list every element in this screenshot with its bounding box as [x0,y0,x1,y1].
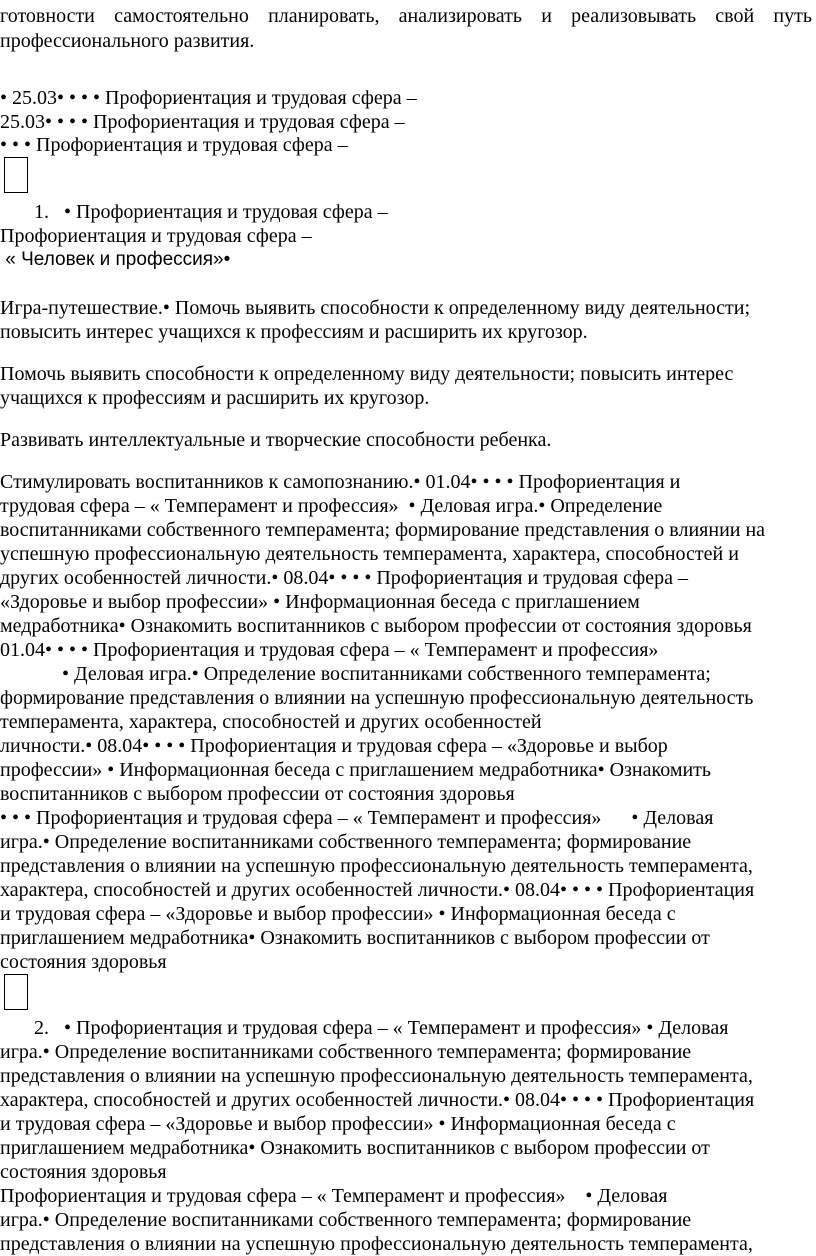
text-line: Помочь выявить способности к определенному виду деятельности; повысить интерес [0,363,734,385]
text-line: готовности самостоятельно планировать, анализировать и реализовывать свой путь [0,5,812,27]
text-line: состояния здоровья [0,951,167,973]
checkbox-1[interactable] [4,157,28,193]
text-line: • • • Профориентация и трудовая сфера – [0,134,348,156]
list-item-1: 1. • Профориентация и трудовая сфера – [34,201,388,223]
text-line: Развивать интеллектуальные и творческие способности ребенка. [0,429,552,451]
text-line: профессии» • Информационная беседа с приглашением медработника• Ознакомить [0,759,712,781]
text-line: трудовая сфера – « Темперамент и профессия» • Деловая игра.• Определение [0,495,663,517]
text-line: представления о влиянии на успешную профессиональную деятельность темперамента, [0,855,753,877]
text-line: 25.03• • • • Профориентация и трудовая сфера – [0,111,405,133]
text-line: игра.• Определение воспитанниками собственного темперамента; формирование [0,1209,692,1231]
text-line: Стимулировать воспитанников к самопознанию.• 01.04• • • • Профориентация и [0,471,681,493]
text-line: Профориентация и трудовая сфера – « Темперамент и профессия» • Деловая [0,1185,668,1207]
text-line: состояния здоровья [0,1161,167,1183]
text-line: Игра-путешествие.• Помочь выявить способности к определенному виду деятельности; [0,297,751,319]
text-line: представления о влиянии на успешную профессиональную деятельность темперамента, [0,1233,753,1255]
text-line: воспитанников с выбором профессии от состояния здоровья [0,783,515,805]
checkbox-2[interactable] [4,974,28,1010]
text-line: успешную профессиональную деятельность темперамента, характера, способностей и [0,543,739,565]
text-line: повысить интерес учащихся к профессиям и расширить их кругозор. [0,321,588,343]
text-line: темперамента, характера, способностей и других особенностей [0,711,542,733]
text-line: личности.• 08.04• • • • Профориентация и трудовая сфера – «Здоровье и выбор [0,735,668,757]
text-line: приглашением медработника• Ознакомить воспитанников с выбором профессии от [0,927,710,949]
text-line: и трудовая сфера – «Здоровье и выбор профессии» • Информационная беседа с [0,903,676,925]
text-line: профессионального развития. [0,30,255,52]
text-line: приглашением медработника• Ознакомить воспитанников с выбором профессии от [0,1137,710,1159]
text-line: учащихся к профессиям и расширить их кругозор. [0,387,430,409]
text-line: игра.• Определение воспитанниками собственного темперамента; формирование [0,831,692,853]
text-line: Профориентация и трудовая сфера – [0,225,312,247]
text-line: «Здоровье и выбор профессии» • Информационная беседа с приглашением [0,591,640,613]
text-line: и трудовая сфера – «Здоровье и выбор профессии» • Информационная беседа с [0,1113,676,1135]
text-line: игра.• Определение воспитанниками собственного темперамента; формирование [0,1041,692,1063]
text-line: характера, способностей и других особенностей личности.• 08.04• • • • Профориентация [0,1089,755,1111]
text-line: формирование представления о влиянии на успешную профессиональную деятельность [0,687,754,709]
text-line: • • • Профориентация и трудовая сфера – « Темперамент и профессия» • Деловая [0,807,714,829]
text-line: других особенностей личности.• 08.04• • • • Профориентация и трудовая сфера – [0,567,688,589]
text-line: медработника• Ознакомить воспитанников с выбором профессии от состояния здоровья [0,615,752,637]
text-line: • Деловая игра.• Определение воспитанниками собственного темперамента; [62,663,711,685]
text-line: 01.04• • • • Профориентация и трудовая сфера – « Темперамент и профессия» [0,639,659,661]
text-line: представления о влиянии на успешную профессиональную деятельность темперамента, [0,1065,753,1087]
text-line: воспитанниками собственного темперамента; формирование представления о влиянии на [0,519,766,541]
text-line: характера, способностей и других особенностей личности.• 08.04• • • • Профориентация [0,879,755,901]
list-item-2: 2. • Профориентация и трудовая сфера – « Темперамент и профессия» • Деловая [34,1017,729,1039]
text-line: • 25.03• • • • Профориентация и трудовая сфера – [0,87,417,109]
section-heading: « Человек и профессия»• [0,249,231,270]
